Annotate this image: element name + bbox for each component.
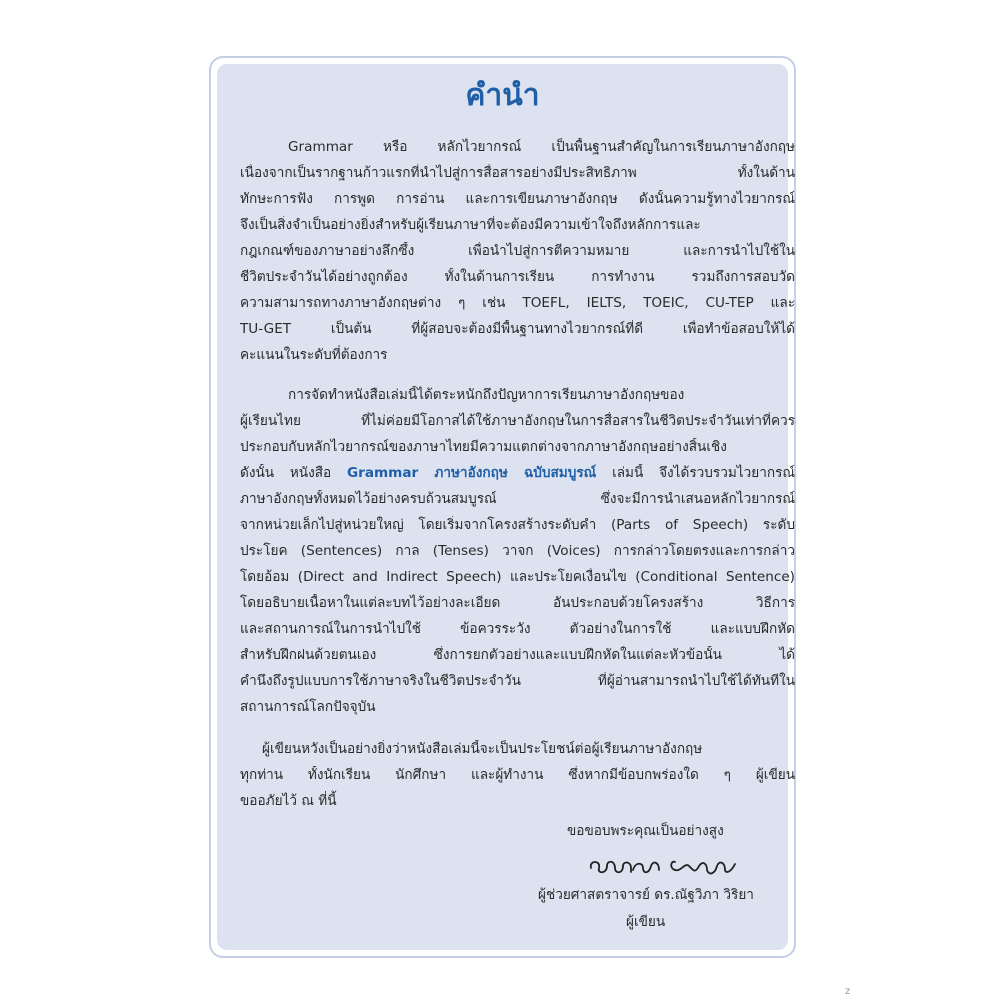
author-name: ผู้ช่วยศาสตราจารย์ ดร.ณัฐวิภา วิริยา	[538, 887, 754, 903]
paragraph2-line: การจัดทำหนังสือเล่มนี้ได้ตระหนักถึงปัญหาการเรียนภาษาอังกฤษของ	[288, 387, 685, 403]
paragraph1-line: Grammar หรือ หลักไวยากรณ์ เป็นพื้นฐานสำคัญในการเรียนภาษาอังกฤษ	[288, 139, 795, 155]
paragraph1-line: กฎเกณฑ์ของภาษาอย่างลึกซึ้ง เพื่อนำไปสู่การตีความหมาย และการนำไปใช้ใน	[240, 243, 795, 259]
paragraph1-line: คะแนนในระดับที่ต้องการ	[240, 347, 388, 363]
paragraph2-line: โดยอ้อม (Direct and Indirect Speech) และประโยคเงื่อนไข (Conditional Sentence)	[240, 569, 795, 585]
paragraph1-line: ความสามารถทางภาษาอังกฤษต่าง ๆ เช่น TOEFL, IELTS, TOEIC, CU-TEP และ	[240, 295, 795, 311]
paragraph2-line: โดยอธิบายเนื้อหาในแต่ละบทไว้อย่างละเอียด อันประกอบด้วยโครงสร้าง วิธีการ	[240, 595, 795, 611]
paragraph1-line: เนื่องจากเป็นรากฐานก้าวแรกที่นำไปสู่การสื่อสารอย่างมีประสิทธิภาพ ทั้งในด้าน	[240, 165, 795, 181]
paragraph1-line: TU-GET เป็นต้น ที่ผู้สอบจะต้องมีพื้นฐานทางไวยากรณ์ที่ดี เพื่อทำข้อสอบให้ได้	[240, 321, 795, 337]
paragraph3-line: ทุกท่าน ทั้งนักเรียน นักศึกษา และผู้ทำงาน ซึ่งหากมีข้อบกพร่องใด ๆ ผู้เขียน	[240, 767, 795, 783]
page-title: คำนำ	[465, 78, 540, 113]
paragraph2-line: คำนึงถึงรูปแบบการใช้ภาษาจริงในชีวิตประจำวัน ที่ผู้อ่านสามารถนำไปใช้ได้ทันทีใน	[240, 673, 795, 689]
paragraph2-line: จากหน่วยเล็กไปสู่หน่วยใหญ่ โดยเริ่มจากโครงสร้างระดับคำ (Parts of Speech) ระดับ	[240, 517, 795, 533]
paragraph1-line: ทักษะการฟัง การพูด การอ่าน และการเขียนภาษาอังกฤษ ดังนั้นความรู้ทางไวยากรณ์	[240, 191, 795, 207]
paragraph2-line4-suffix: เล่มนี้ จึงได้รวบรวมไวยากรณ์	[596, 465, 795, 481]
paragraph2-line: ประกอบกับหลักไวยากรณ์ของภาษาไทยมีความแตกต่างจากภาษาอังกฤษอย่างสิ้นเชิง	[240, 439, 727, 455]
corner-mark: z	[845, 986, 851, 997]
paragraph2-line: ภาษาอังกฤษทั้งหมดไว้อย่างครบถ้วนสมบูรณ์ ซึ่งจะมีการนำเสนอหลักไวยากรณ์	[240, 491, 795, 507]
paragraph2-line4-prefix: ดังนั้น หนังสือ	[240, 465, 347, 481]
paragraph1-line: จึงเป็นสิ่งจำเป็นอย่างยิ่งสำหรับผู้เรียนภาษาที่จะต้องมีความเข้าใจถึงหลักการและ	[240, 217, 701, 233]
paragraph2-line: และสถานการณ์ในการนำไปใช้ ข้อควรระวัง ตัวอย่างในการใช้ และแบบฝึกหัด	[240, 621, 795, 637]
paragraph1-line: ชีวิตประจำวันได้อย่างถูกต้อง ทั้งในด้านการเรียน การทำงาน รวมถึงการสอบวัด	[240, 269, 795, 285]
paragraph2-line: สถานการณ์โลกปัจจุบัน	[240, 699, 376, 715]
paragraph2-line-book-title	[240, 464, 795, 482]
paragraph2-line: สำหรับฝึกฝนด้วยตนเอง ซึ่งการยกตัวอย่างและแบบฝึกหัดในแต่ละหัวข้อนั้น ได้	[240, 647, 795, 663]
paragraph2-line: ประโยค (Sentences) กาล (Tenses) วาจก (Voices) การกล่าวโดยตรงและการกล่าว	[240, 543, 795, 559]
closing-thanks: ขอขอบพระคุณเป็นอย่างสูง	[567, 823, 724, 839]
paragraph3-line: ขออภัยไว้ ณ ที่นี้	[240, 793, 337, 809]
book-title: Grammar ภาษาอังกฤษ ฉบับสมบูรณ์	[346, 465, 597, 481]
paragraph3-line: ผู้เขียนหวังเป็นอย่างยิ่งว่าหนังสือเล่มนี้จะเป็นประโยชน์ต่อผู้เรียนภาษาอังกฤษ	[262, 741, 703, 757]
author-signature	[585, 848, 745, 882]
paragraph2-line: ผู้เรียนไทย ที่ไม่ค่อยมีโอกาสได้ใช้ภาษาอังกฤษในการสื่อสารในชีวิตประจำวันเท่าที่ควร	[240, 413, 795, 429]
author-role: ผู้เขียน	[626, 914, 666, 930]
